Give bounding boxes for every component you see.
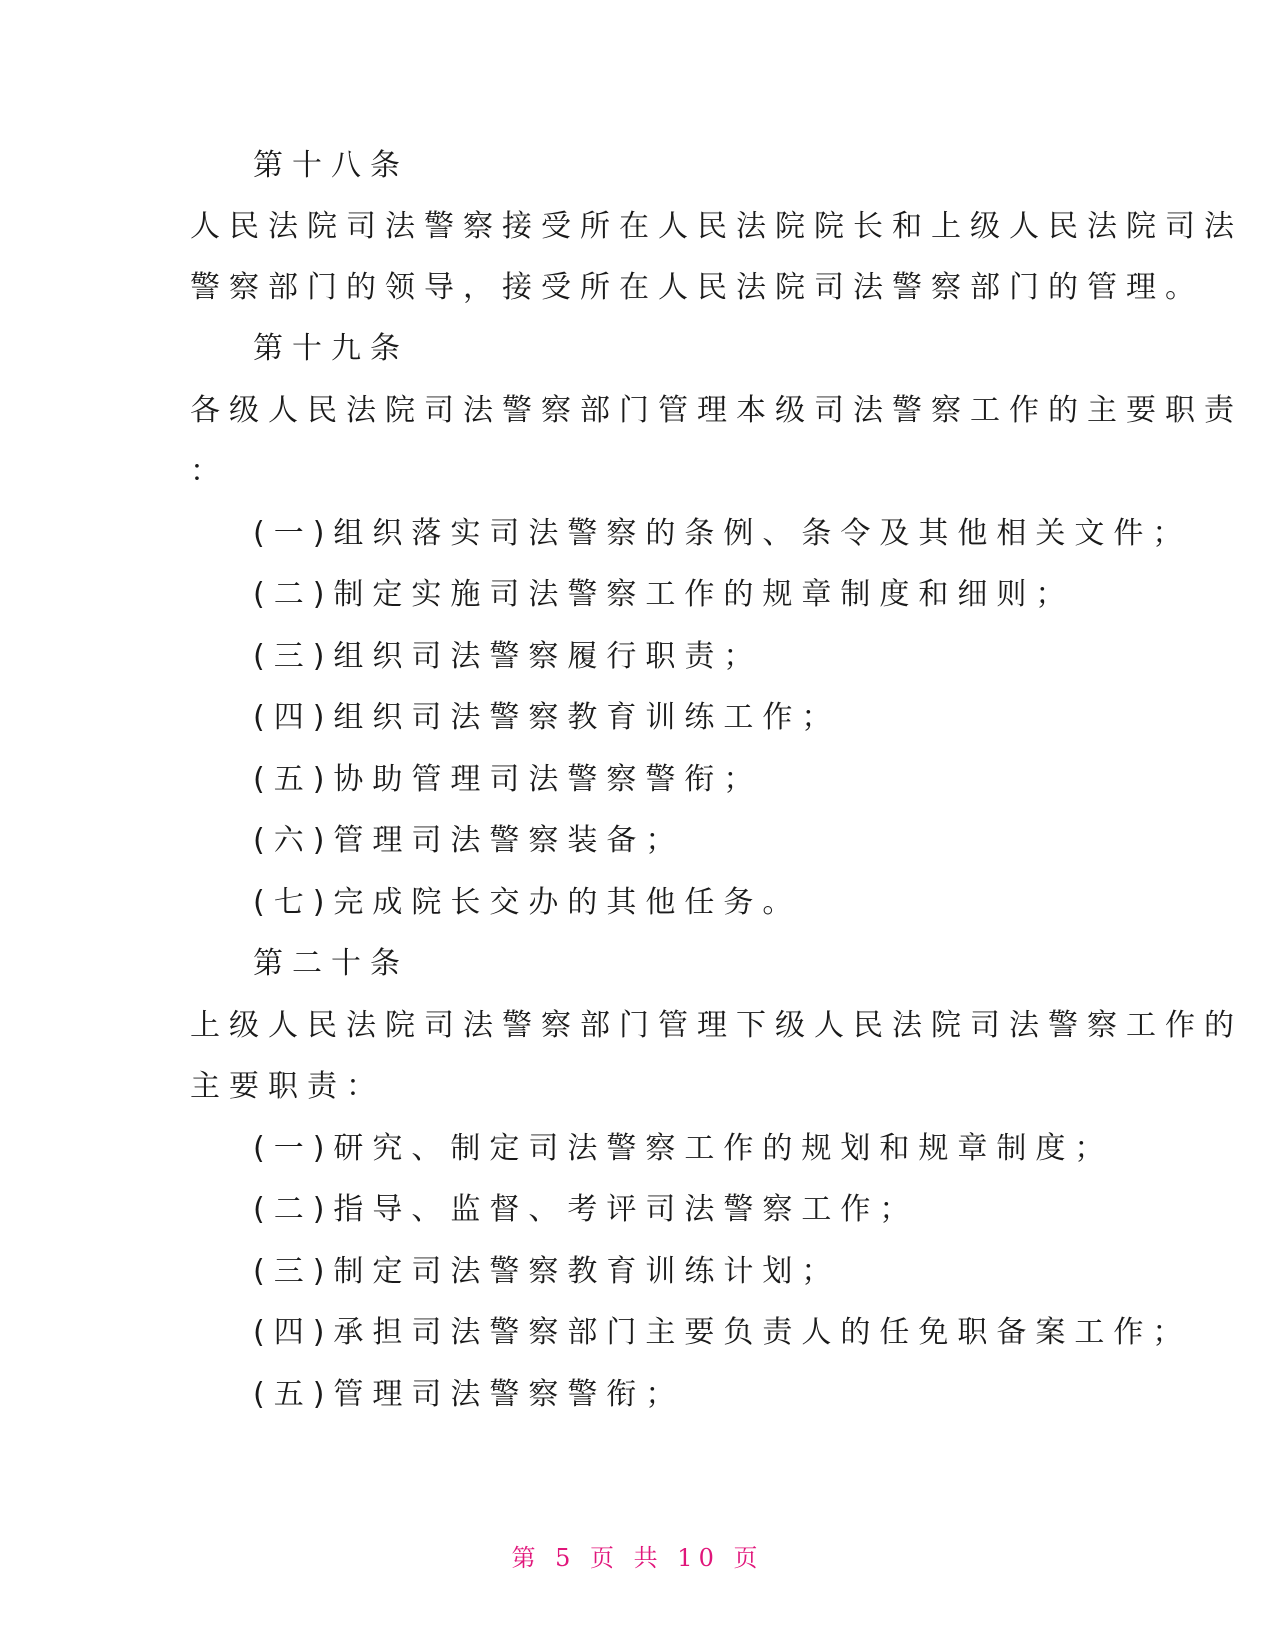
article-19-item: (六)管理司法警察装备； <box>253 823 685 858</box>
article-18-line-1: 人民法院司法警察接受所在人民法院院长和上级人民法院司法 <box>190 209 1243 244</box>
article-19-item: (七)完成院长交办的其他任务。 <box>253 885 802 920</box>
article-20-item: (一)研究、制定司法警察工作的规划和规章制度； <box>253 1131 1114 1166</box>
article-20-line-1: 上级人民法院司法警察部门管理下级人民法院司法警察工作的 <box>190 1008 1243 1043</box>
article-19-heading: 第十九条 <box>253 331 409 366</box>
article-20-item: (三)制定司法警察教育训练计划； <box>253 1254 841 1289</box>
article-19-item: (三)组织司法警察履行职责； <box>253 639 763 674</box>
article-19-item: (一)组织落实司法警察的条例、条令及其他相关文件； <box>253 516 1192 551</box>
article-20-item: (四)承担司法警察部门主要负责人的任免职备案工作； <box>253 1315 1192 1350</box>
article-20-heading: 第二十条 <box>253 946 409 981</box>
article-19-line-1: 各级人民法院司法警察部门管理本级司法警察工作的主要职责 <box>190 393 1243 428</box>
article-20-line-2: 主要职责： <box>190 1069 385 1104</box>
article-19-item: (二)制定实施司法警察工作的规章制度和细则； <box>253 577 1075 612</box>
article-20-item: (五)管理司法警察警衔； <box>253 1377 685 1412</box>
article-20-item: (二)指导、监督、考评司法警察工作； <box>253 1192 919 1227</box>
article-18-line-2: 警察部门的领导，接受所在人民法院司法警察部门的管理。 <box>190 270 1204 305</box>
page-number-footer: 第 5 页 共 10 页 <box>511 1544 764 1572</box>
article-19-item: (四)组织司法警察教育训练工作； <box>253 700 841 735</box>
article-19-line-2: ： <box>190 454 229 489</box>
article-18-heading: 第十八条 <box>253 148 409 183</box>
article-19-item: (五)协助管理司法警察警衔； <box>253 762 763 797</box>
